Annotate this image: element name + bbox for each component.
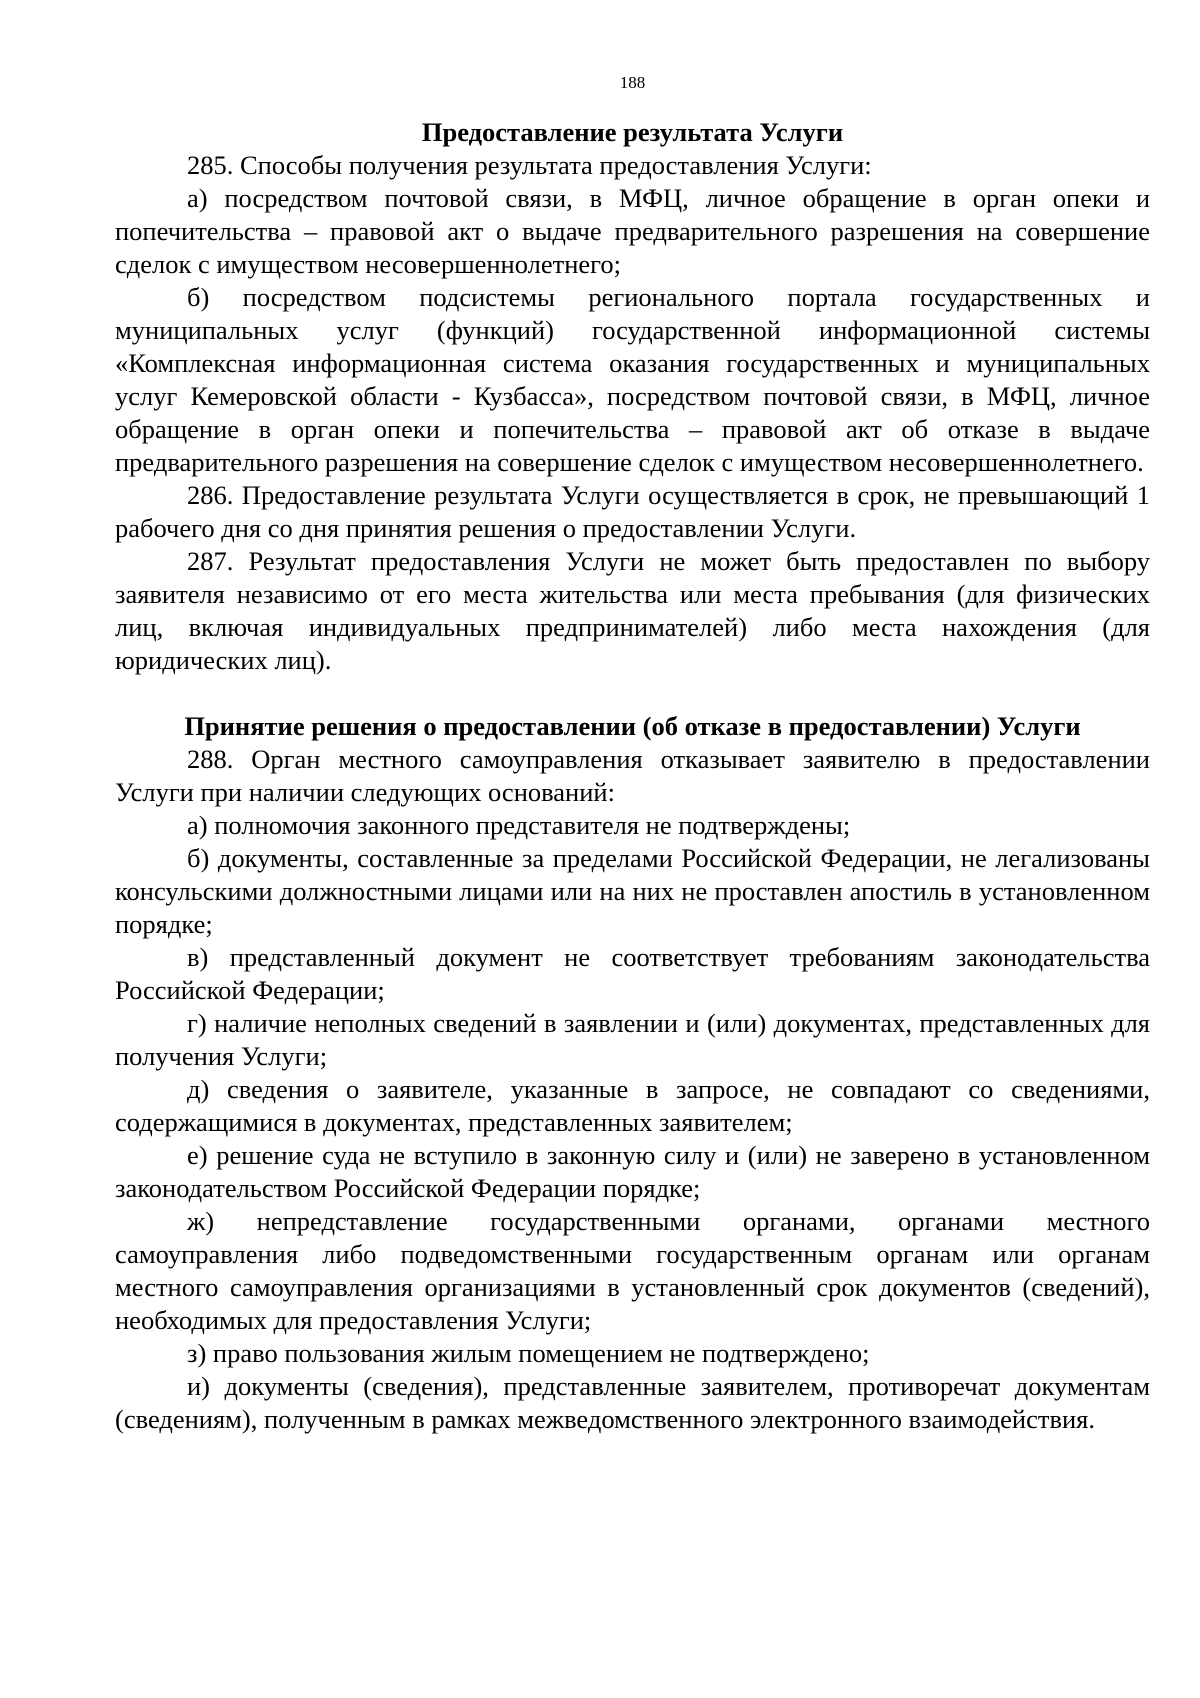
paragraph-288-a: а) полномочия законного представителя не подтверждены; xyxy=(187,810,851,840)
paragraph-288-z: з) право пользования жилым помещением не подтверждено; xyxy=(187,1338,870,1368)
paragraph-288-d: д) сведения о заявителе, указанные в запросе, не совпадают со сведениями, содержащимися в документах, представленных заявителем; xyxy=(115,1074,1150,1137)
paragraph-287: 287. Результат предоставления Услуги не может быть предоставлен по выбору заявителя независимо от его места жительства или места пребывания (для физических лиц, включая индивидуальных предпринимателей) либо места нахождения (для юридических лиц). xyxy=(115,546,1150,675)
paragraph-285-b: б) посредством подсистемы регионального портала государственных и муниципальных услуг (функций) государственной информационной системы «Комплексная информационная система оказания государственных и муниципальных услуг Кемеровской области - Кузбасса», посредством почтовой связи, в МФЦ, личное обращение в орган опеки и попечительства – правовой акт об отказе в выдаче предварительного разрешения на совершение сделок с имуществом несовершеннолетнего. xyxy=(115,282,1150,477)
paragraph-288-v: в) представленный документ не соответствует требованиям законодательства Российской Федерации; xyxy=(115,942,1150,1005)
paragraph-288-b: б) документы, составленные за пределами Российской Федерации, не легализованы консульскими должностными лицами или на них не проставлен апостиль в установленном порядке; xyxy=(115,843,1150,939)
paragraph-288-e: е) решение суда не вступило в законную силу и (или) не заверено в установленном законодательством Российской Федерации порядке; xyxy=(115,1140,1150,1203)
paragraph-285-a: а) посредством почтовой связи, в МФЦ, личное обращение в орган опеки и попечительства – правовой акт о выдаче предварительного разрешения на совершение сделок с имуществом несовершеннолетнего; xyxy=(115,183,1150,279)
paragraph-286: 286. Предоставление результата Услуги осуществляется в срок, не превышающий 1 рабочего дня со дня принятия решения о предоставлении Услуги. xyxy=(115,480,1150,543)
section-heading-result: Предоставление результата Услуги xyxy=(421,117,844,147)
paragraph-288-zh: ж) непредставление государственными органами, органами местного самоуправления либо подведомственными государственным органам или органам местного самоуправления организациями в установленный срок документов (сведений), необходимых для предоставления Услуги; xyxy=(115,1206,1150,1335)
paragraph-285: 285. Способы получения результата предоставления Услуги: xyxy=(187,150,872,180)
section-heading-decision: Принятие решения о предоставлении (об отказе в предоставлении) Услуги xyxy=(184,711,1081,741)
paragraph-288-g: г) наличие неполных сведений в заявлении и (или) документах, представленных для получения Услуги; xyxy=(115,1008,1150,1071)
paragraph-288-i: и) документы (сведения), представленные заявителем, противоречат документам (сведениям), полученным в рамках межведомственного электронного взаимодействия. xyxy=(115,1371,1150,1434)
paragraph-288: 288. Орган местного самоуправления отказывает заявителю в предоставлении Услуги при наличии следующих оснований: xyxy=(115,744,1150,807)
page-number: 188 xyxy=(619,73,646,92)
